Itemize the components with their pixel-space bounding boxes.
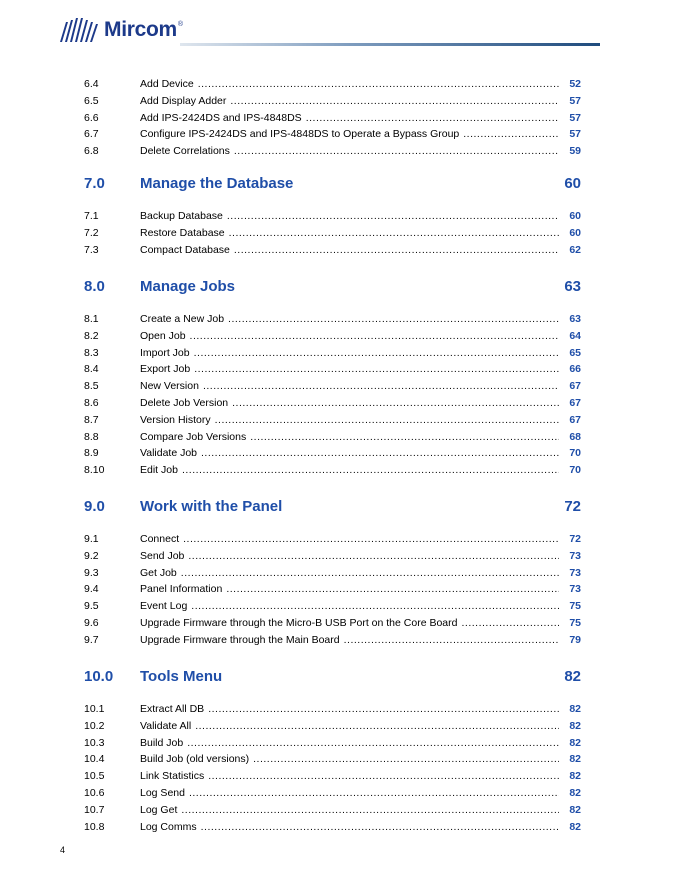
page-number: 4 — [60, 845, 66, 855]
entry-leader — [140, 110, 559, 126]
entry-page: 79 — [569, 633, 581, 646]
entry-label: Open Job — [140, 329, 186, 342]
entry-leader — [140, 412, 559, 428]
entry-leader — [140, 581, 559, 597]
entry-leader — [140, 632, 559, 648]
entry-leader — [140, 751, 559, 767]
toc-entry[interactable] — [84, 208, 581, 224]
entry-leader — [140, 208, 559, 224]
entry-number: 9.4 — [84, 583, 99, 596]
entry-label: Log Send — [140, 787, 185, 799]
entry-number: 10.5 — [84, 770, 105, 783]
entry-number: 8.5 — [84, 380, 99, 393]
entry-page: 57 — [569, 111, 581, 124]
entry-leader — [140, 819, 559, 835]
toc-entry[interactable] — [84, 378, 581, 394]
entry-leader — [140, 598, 559, 614]
logo-text: Mircom — [104, 18, 177, 41]
entry-label: Upgrade Firmware through the Main Board — [140, 633, 340, 646]
entry-label: Connect — [140, 533, 180, 545]
entry-number: 8.6 — [84, 397, 99, 409]
entry-page: 70 — [569, 447, 581, 460]
entry-label: Extract All DB — [140, 703, 205, 715]
section-page: 60 — [564, 175, 581, 192]
entry-label: Export Job — [140, 363, 191, 376]
entry-page: 70 — [569, 464, 581, 477]
entry-leader — [140, 531, 559, 547]
entry-label: Upgrade Firmware through the Micro-B USB Port on the Core Board — [140, 617, 458, 629]
entry-page: 73 — [569, 566, 581, 579]
entry-number: 9.6 — [84, 617, 99, 629]
entry-page: 60 — [569, 226, 581, 239]
toc-entry[interactable] — [84, 735, 581, 751]
toc-section[interactable] — [84, 666, 581, 688]
mircom-logo — [60, 17, 183, 43]
toc-entry[interactable] — [84, 701, 581, 717]
entry-number: 8.8 — [84, 430, 99, 443]
entry-label: Import Job — [140, 346, 190, 359]
entry-label: Build Job (old versions) — [140, 753, 250, 766]
entry-number: 10.3 — [84, 736, 105, 749]
entry-number: 8.9 — [84, 447, 99, 460]
toc-entry[interactable] — [84, 93, 581, 109]
section-number: 9.0 — [84, 498, 105, 515]
toc-entry[interactable] — [84, 412, 581, 428]
entry-leader — [140, 361, 559, 377]
entry-page: 60 — [569, 210, 581, 222]
entry-leader — [140, 445, 559, 461]
entry-number: 9.5 — [84, 600, 99, 613]
toc-entry[interactable] — [84, 598, 581, 614]
entry-label: Send Job — [140, 549, 185, 562]
logo-trademark: ® — [177, 20, 184, 28]
toc-entry[interactable] — [84, 110, 581, 126]
entry-page: 67 — [569, 413, 581, 426]
entry-number: 8.1 — [84, 313, 99, 325]
section-number: 8.0 — [84, 278, 105, 295]
header-rule — [180, 43, 600, 46]
toc-entry[interactable] — [84, 225, 581, 241]
entry-label: Panel Information — [140, 583, 223, 596]
toc-entry[interactable] — [84, 445, 581, 461]
toc-entry[interactable] — [84, 565, 581, 581]
entry-leader — [140, 225, 559, 241]
entry-number: 8.2 — [84, 329, 99, 342]
toc-entry[interactable] — [84, 718, 581, 734]
entry-leader — [140, 429, 559, 445]
entry-page: 62 — [569, 243, 581, 256]
entry-label: Edit Job — [140, 464, 178, 477]
toc-entry[interactable] — [84, 143, 581, 159]
entry-leader — [140, 768, 559, 784]
toc-section[interactable] — [84, 496, 581, 518]
entry-leader — [140, 126, 559, 142]
entry-page: 57 — [569, 94, 581, 107]
entry-leader — [140, 76, 559, 92]
toc-section[interactable] — [84, 276, 581, 298]
toc-entry[interactable] — [84, 311, 581, 327]
mircom-logo-icon — [60, 18, 100, 42]
entry-leader — [140, 785, 559, 801]
entry-page: 59 — [569, 145, 581, 158]
entry-leader — [140, 93, 559, 109]
entry-number: 6.6 — [84, 111, 99, 124]
toc-entry[interactable] — [84, 76, 581, 92]
toc-entry[interactable] — [84, 768, 581, 784]
entry-number: 9.3 — [84, 566, 99, 579]
toc-entry[interactable] — [84, 429, 581, 445]
toc-entry[interactable] — [84, 126, 581, 142]
section-page: 72 — [564, 498, 581, 515]
entry-leader — [140, 802, 559, 818]
entry-leader — [140, 735, 559, 751]
entry-label: Add IPS-2424DS and IPS-4848DS — [140, 111, 302, 124]
entry-number: 10.1 — [84, 703, 105, 715]
entry-page: 75 — [569, 617, 581, 629]
section-page: 82 — [564, 668, 581, 685]
entry-label: Restore Database — [140, 226, 225, 239]
entry-leader — [140, 548, 559, 564]
entry-number: 10.2 — [84, 719, 105, 732]
toc-entry[interactable] — [84, 615, 581, 631]
entry-page: 65 — [569, 346, 581, 359]
entry-page: 73 — [569, 549, 581, 562]
entry-label: Delete Correlations — [140, 145, 230, 158]
entry-label: Add Display Adder — [140, 94, 227, 107]
entry-label: Add Device — [140, 78, 194, 90]
section-title: Manage the Database — [140, 175, 294, 192]
entry-page: 82 — [569, 736, 581, 749]
entry-page: 63 — [569, 313, 581, 325]
entry-leader — [140, 311, 559, 327]
toc-entry[interactable] — [84, 819, 581, 835]
entry-page: 67 — [569, 397, 581, 409]
entry-page: 66 — [569, 363, 581, 376]
entry-page: 82 — [569, 820, 581, 833]
toc-entry[interactable] — [84, 328, 581, 344]
entry-number: 6.8 — [84, 145, 99, 158]
toc-entry[interactable] — [84, 531, 581, 547]
toc-entry[interactable] — [84, 802, 581, 818]
entry-leader — [140, 378, 559, 394]
entry-label: New Version — [140, 380, 199, 393]
entry-leader — [140, 345, 559, 361]
entry-page: 82 — [569, 787, 581, 799]
entry-number: 8.7 — [84, 413, 99, 426]
entry-number: 6.5 — [84, 94, 99, 107]
entry-page: 73 — [569, 583, 581, 596]
entry-page: 72 — [569, 533, 581, 545]
entry-label: Log Comms — [140, 820, 197, 833]
entry-number: 7.1 — [84, 210, 99, 222]
section-number: 10.0 — [84, 668, 114, 685]
entry-leader — [140, 718, 559, 734]
entry-leader — [140, 143, 559, 159]
toc-entry[interactable] — [84, 395, 581, 411]
entry-number: 10.7 — [84, 803, 105, 816]
toc-entry[interactable] — [84, 632, 581, 648]
entry-number: 10.6 — [84, 787, 105, 799]
entry-leader — [140, 615, 559, 631]
entry-leader — [140, 462, 559, 478]
toc-section[interactable] — [84, 173, 581, 195]
entry-label: Backup Database — [140, 210, 223, 222]
page-header — [0, 0, 680, 50]
entry-label: Build Job — [140, 736, 184, 749]
entry-leader — [140, 242, 559, 258]
entry-label: Configure IPS-2424DS and IPS-4848DS to Operate a Bypass Group — [140, 128, 460, 141]
toc-entry[interactable] — [84, 581, 581, 597]
entry-label: Create a New Job — [140, 313, 225, 325]
entry-leader — [140, 701, 559, 717]
entry-label: Validate All — [140, 719, 192, 732]
entry-page: 82 — [569, 719, 581, 732]
entry-number: 8.3 — [84, 346, 99, 359]
entry-leader — [140, 395, 559, 411]
toc-entry[interactable] — [84, 785, 581, 801]
entry-label: Log Get — [140, 803, 178, 816]
entry-number: 8.10 — [84, 464, 105, 477]
entry-page: 82 — [569, 803, 581, 816]
entry-label: Event Log — [140, 600, 188, 613]
toc-entry[interactable] — [84, 751, 581, 767]
entry-number: 8.4 — [84, 363, 99, 376]
entry-label: Delete Job Version — [140, 397, 229, 409]
entry-page: 75 — [569, 600, 581, 613]
entry-number: 7.3 — [84, 243, 99, 256]
entry-label: Compact Database — [140, 243, 230, 256]
entry-page: 68 — [569, 430, 581, 443]
entry-page: 64 — [569, 329, 581, 342]
section-page: 63 — [564, 278, 581, 295]
entry-number: 10.8 — [84, 820, 105, 833]
entry-number: 7.2 — [84, 226, 99, 239]
entry-page: 52 — [569, 78, 581, 90]
toc-entry[interactable] — [84, 548, 581, 564]
entry-number: 6.7 — [84, 128, 99, 141]
toc-entry[interactable] — [84, 462, 581, 478]
entry-page: 57 — [569, 128, 581, 141]
section-title: Manage Jobs — [140, 278, 236, 295]
entry-label: Compare Job Versions — [140, 430, 247, 443]
entry-label: Validate Job — [140, 447, 198, 460]
entry-number: 9.1 — [84, 533, 99, 545]
entry-number: 9.2 — [84, 549, 99, 562]
entry-number: 6.4 — [84, 78, 99, 90]
toc-entry[interactable] — [84, 361, 581, 377]
section-title: Tools Menu — [140, 668, 223, 685]
section-title: Work with the Panel — [140, 498, 283, 515]
entry-page: 82 — [569, 703, 581, 715]
entry-number: 9.7 — [84, 633, 99, 646]
entry-page: 82 — [569, 770, 581, 783]
entry-label: Version History — [140, 413, 211, 426]
entry-number: 10.4 — [84, 753, 105, 766]
entry-leader — [140, 328, 559, 344]
entry-label: Link Statistics — [140, 770, 205, 783]
entry-label: Get Job — [140, 566, 177, 579]
toc-entry[interactable] — [84, 242, 581, 258]
section-number: 7.0 — [84, 175, 105, 192]
entry-leader — [140, 565, 559, 581]
toc-entry[interactable] — [84, 345, 581, 361]
entry-page: 82 — [569, 753, 581, 766]
entry-page: 67 — [569, 380, 581, 393]
